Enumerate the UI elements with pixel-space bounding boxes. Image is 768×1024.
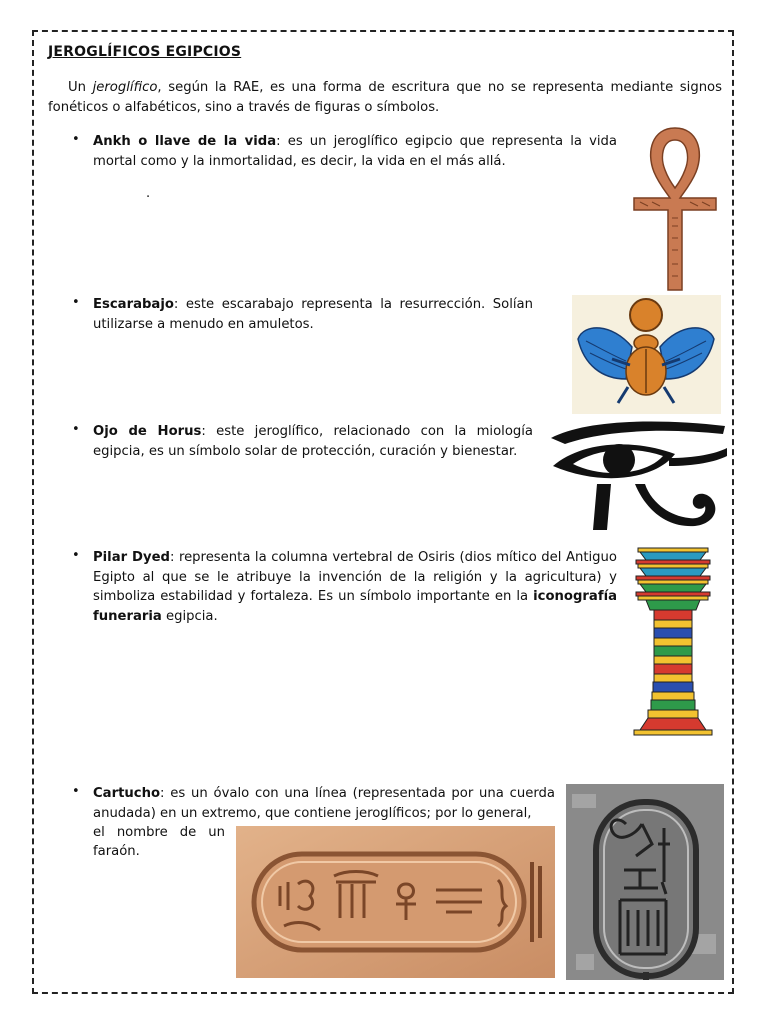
item-pilar-dyed-bold: iconografía funeraria bbox=[93, 589, 617, 624]
stray-dot: . bbox=[146, 186, 151, 201]
item-escarabajo-term: Escarabajo bbox=[93, 297, 174, 312]
item-ojo-horus-text bbox=[93, 422, 533, 461]
djed-pillar-icon bbox=[630, 546, 716, 736]
item-cartucho-line2: el nombre de un bbox=[93, 825, 225, 840]
bullet-escarabajo: • bbox=[72, 295, 80, 310]
item-ankh-text bbox=[93, 132, 617, 171]
item-pilar-dyed-desc-end: egipcia. bbox=[161, 608, 218, 624]
item-pilar-dyed-text bbox=[93, 548, 617, 626]
page-title: JEROGLÍFICOS EGIPCIOS bbox=[48, 44, 242, 60]
item-escarabajo-desc: : este escarabajo representa la resurrección. Solían utilizarse a menudo en amuletos. bbox=[93, 297, 533, 332]
intro-text-2: , según la RAE, es una forma de escritura que no se representa mediante signos fonéticos o alfabéticos, sino a través de figuras o símbolos. bbox=[48, 80, 722, 115]
item-ankh-desc: : es un jeroglífico egipcio que representa la vida mortal como y la inmortalidad, es decir, la vida en el más allá. bbox=[93, 134, 617, 169]
item-escarabajo-text bbox=[93, 295, 533, 334]
item-cartucho-text bbox=[93, 784, 555, 823]
item-pilar-dyed-term: Pilar Dyed bbox=[93, 550, 170, 565]
bullet-ojo-horus: • bbox=[72, 422, 80, 437]
intro-text-1: Un bbox=[68, 80, 93, 95]
item-cartucho-line3: faraón. bbox=[93, 844, 140, 859]
bullet-pilar-dyed: • bbox=[72, 548, 80, 563]
item-cartucho-desc: : es un óvalo con una línea (representada por una cuerda anudada) en un extremo, que contiene jeroglíficos; por lo general, bbox=[93, 786, 555, 821]
item-ojo-horus-desc: : este jeroglífico, relacionado con la miología egipcia, es un símbolo solar de protección, curación y bienestar. bbox=[93, 424, 533, 459]
item-cartucho-term: Cartucho bbox=[93, 786, 161, 801]
eye-of-horus-icon bbox=[545, 418, 728, 534]
item-ojo-horus-term: Ojo de Horus bbox=[93, 424, 202, 439]
intro-paragraph bbox=[48, 78, 722, 117]
scarab-icon bbox=[572, 295, 721, 414]
item-pilar-dyed-desc: : representa la columna vertebral de Osiris (dios mítico del Antiguo Egipto al que se le atribuye la invención de la religión y la agricultura) y simboliza estabilidad y fortaleza. Es un símbolo importante en la bbox=[93, 550, 617, 604]
item-ankh-term: Ankh o llave de la vida bbox=[93, 134, 277, 149]
ankh-icon bbox=[628, 126, 722, 292]
cartouche-icon bbox=[236, 826, 555, 978]
bullet-ankh: • bbox=[72, 132, 80, 147]
intro-term: jeroglífico bbox=[92, 80, 158, 95]
cartouche-vertical-icon bbox=[566, 784, 724, 980]
bullet-cartucho: • bbox=[72, 784, 80, 799]
